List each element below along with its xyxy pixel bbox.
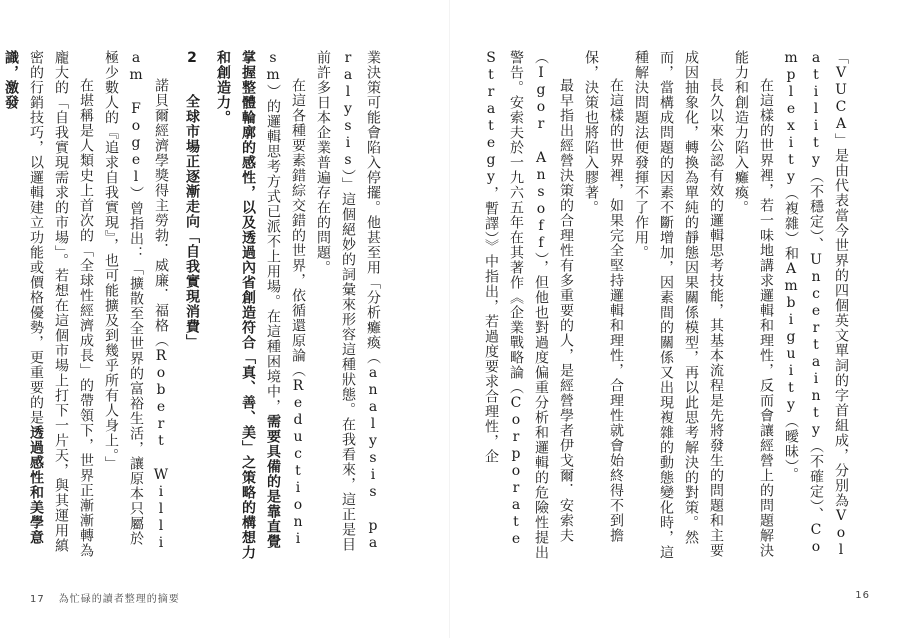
paragraph-rationality-deadlock: 在這樣的世界裡，如果完全堅持邏輯和理性，合理性就會始終得不到擔保，決策也將陷入膠著。 — [583, 50, 624, 543]
right-page-number: 16 — [855, 590, 870, 601]
reductionism-text: 在這各種要素錯綜交錯的世界，依循還原論（Reductionism）的邏輯思考方式已派不上用場。在這種困境中， — [265, 50, 306, 548]
paragraph-logical-thinking: 長久以來公認有效的邏輯思考技能，其基本流程是先將發生的問題和主要成因抽象化，轉換為單純的靜態因果關係模型，再以此思考解決的對策。然而，當構成問題的因素不斷增加，因素間的關係又出現複雜的動態變化時，這種解決問題法便發揮不了作用。 — [633, 50, 724, 560]
paragraph-fogel: 諾貝爾經濟學獎得主勞勃．威廉．福格（Robert William Fogel）曾指出：「擴散至全世界的富裕生活，讓原本只屬於極少數人的『追求自我實現』，也可能擴及到幾乎所有人身上。」 — [103, 50, 169, 552]
left-page-footer — [30, 590, 180, 605]
market-bold-text: 透過感性和美學意識，激發 — [3, 50, 44, 545]
right-page-footer — [855, 590, 870, 601]
page-gutter — [449, 0, 450, 638]
paragraph-analysis-paralysis: 業決策可能會陷入停擺。他甚至用「分析癱瘓（analysis paralysis）」這個絕妙的詞彙來形容這種狀態。在我看來，這正是目前許多日本企業普遍存在的問題。 — [315, 50, 381, 552]
section-heading-number: 2 — [184, 50, 200, 67]
left-page-body — [3, 50, 385, 560]
paragraph-vuca-definition: 「VUCA」是由代表當今世界的四個英文單詞的字首組成，分別為Volatility（不穩定）、Uncertainty（不確定）、Complexity（複雜）和Ambiguity（曖昧）。 — [783, 50, 849, 559]
right-page-body — [483, 50, 853, 560]
paragraph-reductionism — [210, 50, 310, 560]
running-title: 為忙碌的讀者整理的摘要 — [58, 594, 180, 605]
section-heading — [179, 50, 204, 560]
reductionism-bold-text: 需要具備的是靠直覺掌握整體輪廓的感性，以及透過內省創造符合「真、善、美」之策略的構想力和創造力。 — [215, 50, 281, 560]
paragraph-logic-paralysis: 在這樣的世界裡，若一味地講求邏輯和理性，反而會讓經營上的問題解決能力和創造力陷入癱瘓。 — [733, 50, 774, 558]
paragraph-self-actualization-market — [0, 50, 98, 560]
market-text: 在堪稱是人類史上首次的「全球性經濟成長」的帶領下，世界正漸漸轉為龐大的「自我實現需求的市場」。若想在這個市場上打下一片天，與其運用縝密的行銷技巧，以邏輯建立功能或價格優勢，更重要的是 — [28, 50, 94, 558]
paragraph-ansoff: 最早指出經營決策的合理性有多重要的人，是經營學者伊戈爾．安索夫（Igor Ansoff），但他也對過度偏重分析和邏輯的危險性提出警告。安索夫於一九六五年在其著作《企業戰略論（Corporate Strategy，暫譯）》中指出，若過度要求合理性，企 — [483, 50, 574, 560]
section-heading-text: 全球市場正逐漸走向「自我實現消費」 — [184, 94, 200, 349]
left-page-number: 17 — [30, 594, 45, 605]
